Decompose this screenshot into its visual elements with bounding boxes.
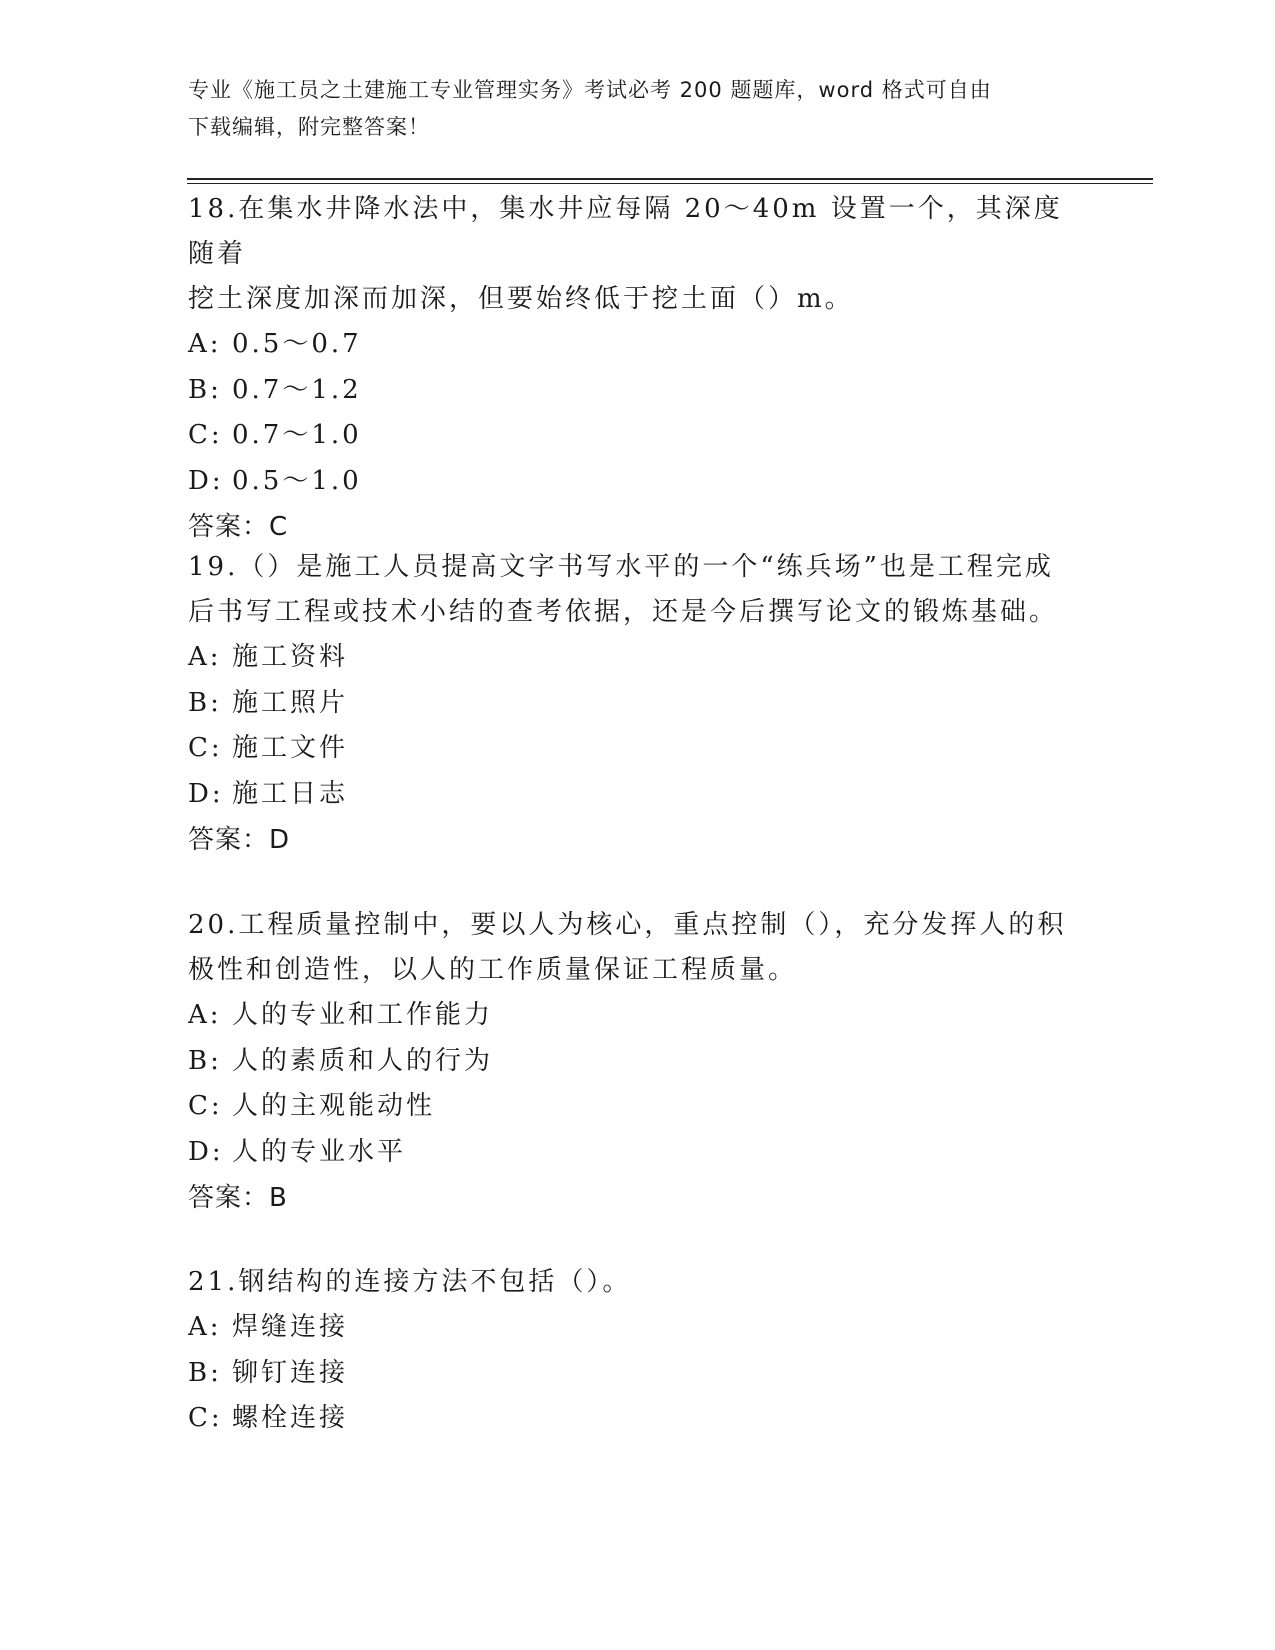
question-stem-line: 极性和创造性，以人的工作质量保证工程质量。 (188, 955, 798, 985)
option-text: 施工资料 (232, 642, 349, 672)
option-text: 0.7～1.2 (232, 374, 362, 405)
option-text: 施工文件 (232, 733, 349, 763)
option-text: 焊缝连接 (232, 1312, 349, 1342)
header-divider-thin (187, 183, 1153, 184)
option-c (188, 413, 1088, 459)
option-c (188, 1396, 1088, 1442)
answer-line: 答案：D (188, 825, 291, 855)
option-b (188, 1351, 1088, 1397)
option-letter: B: (188, 687, 222, 718)
option-letter: D: (188, 465, 224, 496)
option-a (188, 635, 1088, 681)
question-stem-line: 21.钢结构的连接方法不包括（）。 (188, 1267, 632, 1297)
question-18 (188, 187, 1088, 550)
question-stem-line: 后书写工程或技术小结的查考依据，还是今后撰写论文的锻炼基础。 (188, 597, 1059, 627)
option-text: 0.5～1.0 (232, 465, 362, 496)
option-text: 螺栓连接 (232, 1403, 349, 1433)
answer-line: 答案：B (188, 1183, 288, 1213)
option-letter: B: (188, 1045, 222, 1076)
question-stem-line: 18.在集水井降水法中，集水井应每隔 20～40m 设置一个，其深度随着 (188, 194, 1063, 269)
option-letter: A: (188, 1312, 222, 1342)
option-text: 人的素质和人的行为 (232, 1045, 494, 1076)
header-line-2: 下载编辑，附完整答案！ (188, 115, 430, 139)
option-text: 铆钉连接 (232, 1357, 349, 1388)
option-text: 施工照片 (232, 687, 349, 718)
option-text: 人的专业水平 (232, 1136, 407, 1167)
option-letter: C: (188, 733, 223, 763)
option-letter: D: (188, 1136, 224, 1167)
option-c (188, 1084, 1088, 1130)
option-text: 人的主观能动性 (232, 1091, 436, 1121)
option-d (188, 772, 1088, 818)
option-letter: C: (188, 1091, 223, 1121)
option-text: 施工日志 (232, 778, 349, 809)
option-b (188, 1039, 1088, 1085)
option-letter: C: (188, 420, 223, 450)
option-letter: A: (188, 329, 222, 359)
option-text: 0.7～1.0 (232, 420, 362, 450)
option-letter: D: (188, 778, 224, 809)
option-letter: B: (188, 1357, 222, 1388)
header-line-1: 专业《施工员之土建施工专业管理实务》考试必考 200 题题库，word 格式可自由 (188, 78, 992, 102)
question-20 (188, 903, 1088, 1221)
option-a (188, 1305, 1088, 1351)
answer-line: 答案：C (188, 512, 289, 542)
option-text: 0.5～0.7 (232, 329, 362, 359)
option-b (188, 681, 1088, 727)
option-d (188, 1130, 1088, 1176)
question-stem-line: 20.工程质量控制中，要以人为核心，重点控制（），充分发挥人的积 (188, 910, 1067, 940)
question-21 (188, 1260, 1088, 1442)
option-letter: A: (188, 642, 222, 672)
option-d (188, 459, 1088, 505)
question-19 (188, 545, 1088, 863)
question-stem-line: 19.（）是施工人员提高文字书写水平的一个“练兵场”也是工程完成 (188, 552, 1054, 582)
document-header (188, 72, 1088, 146)
option-letter: A: (188, 1000, 222, 1030)
option-a (188, 322, 1088, 368)
option-c (188, 726, 1088, 772)
option-a (188, 993, 1088, 1039)
option-letter: B: (188, 374, 222, 405)
option-text: 人的专业和工作能力 (232, 1000, 494, 1030)
option-b (188, 368, 1088, 414)
option-letter: C: (188, 1403, 223, 1433)
question-stem-line: 挖土深度加深而加深，但要始终低于挖土面（）m。 (188, 284, 854, 314)
header-divider-thick (187, 178, 1153, 180)
